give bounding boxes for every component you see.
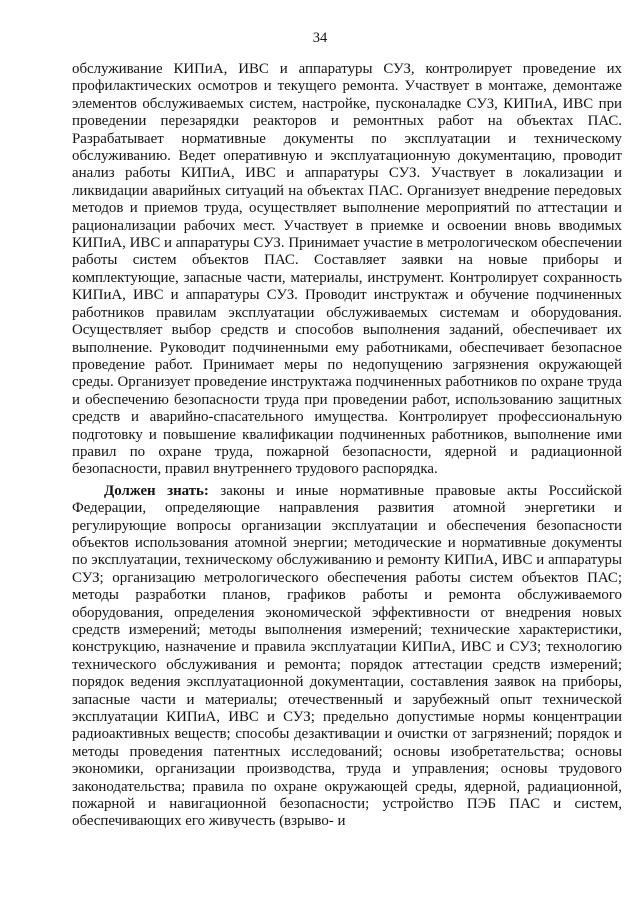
must-know-paragraph	[72, 483, 622, 831]
body-text	[72, 61, 622, 831]
duties-paragraph: обслуживание КИПиА, ИВС и аппаратуры СУЗ, контролирует проведение их профилактических осмотров и текущего ремонта. Участвует в монтаже, демонтаже элементов обслуживаемых систем, настройке, пусконаладке СУЗ, КИПиА, ИВС при проведении перезарядки реакторов и ремонтных работ на объектах ПАС. Разрабатывает нормативные документы по эксплуатации и техническому обслуживанию. Ведет оперативную и эксплуатационную документацию, проводит анализ работы КИПиА, ИВС и аппаратуры СУЗ. Участвует в локализации и ликвидации аварийных ситуаций на объектах ПАС. Организует внедрение передовых методов и приемов труда, осуществляет выполнение мероприятий по аттестации и рационализации рабочих мест. Участвует в приемке и освоении вновь вводимых КИПиА, ИВС и аппаратуры СУЗ. Принимает участие в метрологическом обеспечении работы систем объектов ПАС. Составляет заявки на новые приборы и комплектующие, запасные части, материалы, инструмент. Контролирует сохранность КИПиА, ИВС и аппаратуры СУЗ. Проводит инструктаж и обучение подчиненных работников правилам эксплуатации обслуживаемых системам и оборудования. Осуществляет выбор средств и способов выполнения заданий, обеспечивает их выполнение. Руководит подчиненными ему работниками, обеспечивает безопасное проведение работ. Принимает меры по недопущению загрязнения окружающей среды. Организует проведение инструктажа подчиненных работников по охране труда и обеспечению безопасности труда при проведении работ, использованию защитных средств и аварийно-спасательного имущества. Контролирует профессиональную подготовку и повышение квалификации подчиненных работников, выполнение ими правил по охране труда, пожарной безопасности, ядерной и радиационной безопасности, правил внутреннего трудового распорядка.	[72, 61, 622, 478]
must-know-text: законы и иные нормативные правовые акты Российской Федерации, определяющие направления развития атомной энергетики и регулирующие вопросы организации эксплуатации и обеспечения безопасности объектов использования атомной энергии; методические и нормативные документы по эксплуатации, техническому обслуживанию и ремонту КИПиА, ИВС и аппаратуры СУЗ; организацию метрологического обеспечения работы систем объектов ПАС; методы разработки планов, графиков работы и ремонта обслуживаемого оборудования, определения экономической эффективности от внедрения новых средств измерений; методы выполнения измерений; технические характеристики, конструкцию, назначение и правила эксплуатации КИПиА, ИВС и СУЗ; технологию технического обслуживания и ремонта; порядок аттестации средств измерений; порядок ведения эксплуатационной документации, составления заявок на приборы, запасные части и материалы; отечественный и зарубежный опыт технической эксплуатации КИПиА, ИВС и СУЗ; предельно допустимые нормы концентрации радиоактивных веществ; способы дезактивации и очистки от загрязнений; порядок и методы проведения патентных исследований; основы изобретательства; основы экономики, организации производства, труда и управления; основы трудового законодательства; правила по охране окружающей среды, ядерной, радиационной, пожарной и навигационной безопасности; устройство ПЭБ ПАС и систем, обеспечивающих его живучесть (взрыво- и	[72, 482, 622, 830]
page-number: 34	[312, 30, 328, 46]
must-know-heading: Должен знать:	[104, 482, 209, 499]
